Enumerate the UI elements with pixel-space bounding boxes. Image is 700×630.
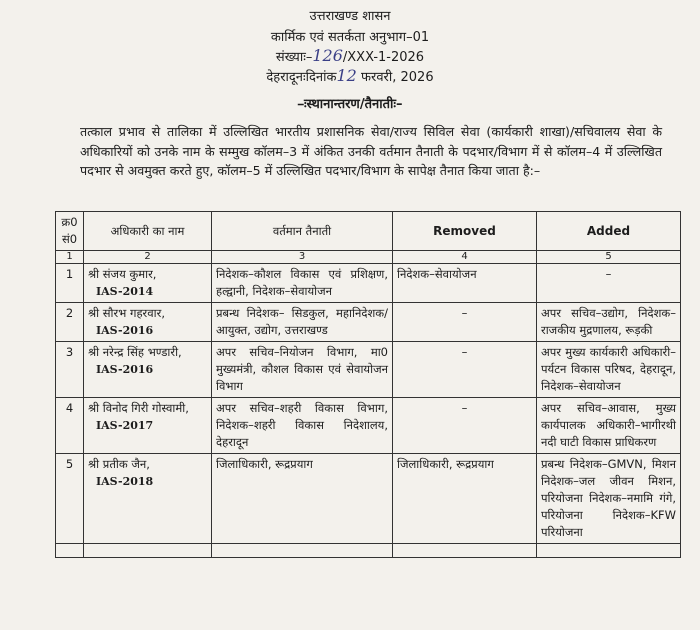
place-date-label: देहरादूनःदिनांक: [266, 70, 337, 85]
order-date: [0, 66, 700, 85]
row-removed: –: [393, 303, 537, 342]
row-serial: 4: [56, 398, 84, 454]
row-officer: [84, 398, 212, 454]
row-serial: 5: [56, 454, 84, 544]
row-added: प्रबन्ध निदेशक–GMVN, मिशन निदेशक–जल जीवन मिशन, परियोजना निदेशक–नमामि गंगे, परियोजना निदेशक–KFW परियोजना: [537, 454, 681, 544]
table-row: [56, 303, 681, 342]
order-body-text: तत्काल प्रभाव से तालिका में उल्लिखित भारतीय प्रशासनिक सेवा/राज्य सिविल सेवा (कार्यकारी शाखा)/सचिवालय सेवा के अधिकारियों को उनके नाम के सम्मुख कॉलम–3 में अंकित उनकी वर्तमान तैनाती के पदभार/विभाग में से कॉलम–4 में उल्लिखित पदभार से अवमुक्त करते हुए, कॉलम–5 में उल्लिखित पदभार/विभाग के सापेक्ष तैनात किया जाता है:–: [80, 124, 662, 178]
officer-name: श्री सौरभ गहरवार,: [88, 306, 165, 320]
column-number: 2: [84, 251, 212, 264]
row-added: –: [537, 264, 681, 303]
officer-name: श्री संजय कुमार,: [88, 267, 157, 281]
officer-service: IAS-2016: [96, 324, 154, 337]
officer-service: IAS-2017: [96, 419, 154, 432]
header-officer-name: अधिकारी का नाम: [84, 212, 212, 251]
date-suffix: फरवरी, 2026: [360, 70, 434, 85]
row-officer: [84, 342, 212, 398]
row-officer: [84, 454, 212, 544]
transfer-table: [55, 211, 681, 558]
row-removed: –: [393, 342, 537, 398]
column-number: 4: [393, 251, 537, 264]
column-number: 1: [56, 251, 84, 264]
header-added: Added: [537, 212, 681, 251]
table-row-cut-off: [56, 544, 681, 558]
order-number: [0, 46, 700, 65]
header-current-posting: वर्तमान तैनाती: [212, 212, 393, 251]
empty-cell: [56, 544, 84, 558]
department-name: कार्मिक एवं सतर्कता अनुभाग–01: [270, 30, 430, 45]
header-serial: क्र0 सं0: [56, 212, 84, 251]
table-row: [56, 342, 681, 398]
handwritten-number: 126: [312, 46, 343, 65]
row-current-posting: अपर सचिव–शहरी विकास विभाग, निदेशक–शहरी विकास निदेशालय, देहरादून: [212, 398, 393, 454]
row-added: अपर सचिव–उद्योग, निदेशक–राजकीय मुद्रणालय, रूड़की: [537, 303, 681, 342]
empty-cell: [84, 544, 212, 558]
officer-name: श्री प्रतीक जैन,: [88, 457, 150, 471]
empty-cell: [537, 544, 681, 558]
row-added: अपर सचिव–आवास, मुख्य कार्यपालक अधिकारी–भागीरथी नदी घाटी विकास प्राधिकरण: [537, 398, 681, 454]
table-row: [56, 454, 681, 544]
row-removed: –: [393, 398, 537, 454]
empty-cell: [212, 544, 393, 558]
empty-cell: [393, 544, 537, 558]
table-row: [56, 264, 681, 303]
row-officer: [84, 303, 212, 342]
row-added: अपर मुख्य कार्यकारी अधिकारी–पर्यटन विकास परिषद, देहरादून, निदेशक–सेवायोजन: [537, 342, 681, 398]
column-number: 3: [212, 251, 393, 264]
number-label: संख्याः–: [275, 50, 313, 65]
row-serial: 1: [56, 264, 84, 303]
officer-service: IAS-2018: [96, 475, 154, 488]
row-current-posting: जिलाधिकारी, रूद्रप्रयाग: [212, 454, 393, 544]
column-number-row: [56, 251, 681, 264]
row-removed: जिलाधिकारी, रूद्रप्रयाग: [393, 454, 537, 544]
header-removed: Removed: [393, 212, 537, 251]
officer-service: IAS-2014: [96, 285, 154, 298]
row-removed: निदेशक–सेवायोजन: [393, 264, 537, 303]
table-row: [56, 398, 681, 454]
row-current-posting: निदेशक–कौशल विकास एवं प्रशिक्षण, हल्द्वानी, निदेशक–सेवायोजन: [212, 264, 393, 303]
officer-name: श्री नरेन्द्र सिंह भण्डारी,: [88, 345, 182, 359]
number-suffix: /XXX-1-2026: [342, 50, 425, 65]
officer-name: श्री विनोद गिरी गोस्वामी,: [88, 401, 189, 415]
table-header-row: [56, 212, 681, 251]
column-number: 5: [537, 251, 681, 264]
handwritten-date: 12: [336, 66, 357, 85]
subject-heading: –ःस्थानान्तरण/तैनातीः–: [297, 97, 403, 112]
row-current-posting: अपर सचिव–नियोजन विभाग, मा0 मुख्यमंत्री, कौशल विकास एवं सेवायोजन विभाग: [212, 342, 393, 398]
row-current-posting: प्रबन्ध निदेशक– सिडकुल, महानिदेशक/आयुक्त, उद्योग, उत्तराखण्ड: [212, 303, 393, 342]
officer-service: IAS-2016: [96, 363, 154, 376]
row-serial: 3: [56, 342, 84, 398]
government-name: उत्तराखण्ड शासन: [309, 9, 391, 24]
row-serial: 2: [56, 303, 84, 342]
row-officer: [84, 264, 212, 303]
